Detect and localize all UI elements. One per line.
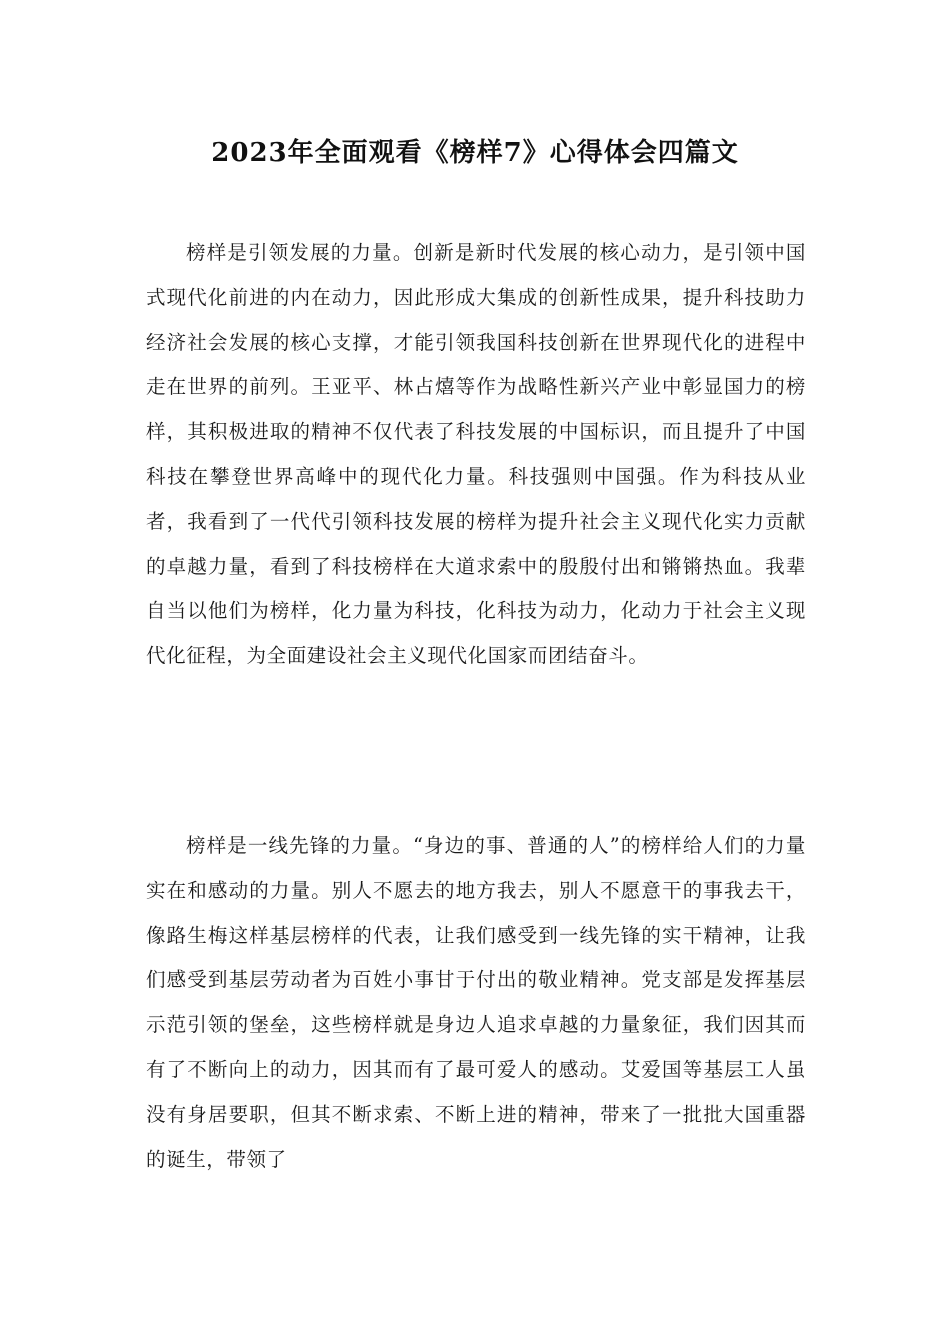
paragraph-role-models-innovation: 榜样是引领发展的力量。创新是新时代发展的核心动力，是引领中国式现代化前进的内在动力，因此形成大集成的创新性成果，提升科技助力经济社会发展的核心支撑，才能引领我国科技创新在世界现代化的进程中走在世界的前列。王亚平、林占熺等作为战略性新兴产业中彰显国力的榜样，其积极进取的精神不仅代表了科技发展的中国标识，而且提升了中国科技在攀登世界高峰中的现代化力量。科技强则中国强。作为科技从业者，我看到了一代代引领科技发展的榜样为提升社会主义现代化实力贡献的卓越力量，看到了科技榜样在大道求索中的殷殷付出和锵锵热血。我辈自当以他们为榜样，化力量为科技，化科技为动力，化动力于社会主义现代化征程，为全面建设社会主义现代化国家而团结奋斗。	[146, 241, 806, 668]
document-title: 2023年全面观看《榜样7》心得体会四篇文	[211, 138, 739, 168]
paragraph-role-models-frontline: 榜样是一线先锋的力量。“身边的事、普通的人”的榜样给人们的力量实在和感动的力量。别人不愿去的地方我去，别人不愿意干的事我去干，像路生梅这样基层榜样的代表，让我们感受到一线先锋的实干精神，让我们感受到基层劳动者为百姓小事甘于付出的敬业精神。党支部是发挥基层示范引领的堡垒，这些榜样就是身边人追求卓越的力量象征，我们因其而有了不断向上的动力，因其而有了最可爱人的感动。艾爱国等基层工人虽没有身居要职，但其不断求索、不断上进的精神，带来了一批批大国重器的诞生，带领了	[146, 834, 806, 1171]
